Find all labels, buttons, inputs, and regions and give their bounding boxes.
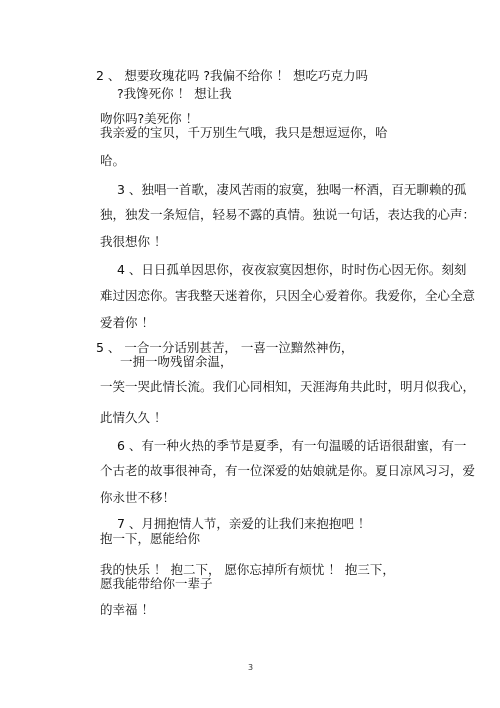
text-line: 我很想你 ！ bbox=[100, 234, 167, 249]
text-line: 个古老的故事很神奇，有一位深爱的姑娘就是你。夏日凉风习习，爱 bbox=[100, 463, 476, 478]
text-line: 我亲爱的宝贝，千万别生气哦，我只是想逗逗你，哈 bbox=[100, 125, 388, 140]
text-line: 7 、月拥抱情人节，亲爱的让我们来抱抱吧 ！ bbox=[117, 516, 371, 531]
text-line: 你永世不移！ bbox=[100, 490, 176, 505]
text-line: 一笑一哭此情长流。我们心同相知，天涯海角共此时，明月似我心， bbox=[100, 379, 476, 394]
text-line: 吻你吗?美死你 ！ bbox=[100, 111, 199, 126]
text-line: 抱一下，愿能给你 bbox=[100, 531, 201, 546]
text-line: 2 、 想要玫瑰花吗 ?我偏不给你 ！ 想吃巧克力吗 bbox=[96, 68, 368, 83]
text-line: ?我馋死你 ！ 想让我 bbox=[117, 86, 232, 101]
text-line: 哈。 bbox=[100, 153, 126, 168]
text-line: 独，独发一条短信，轻易不露的真情。独说一句话，表达我的心声： bbox=[100, 207, 476, 222]
text-line: 此情久久 ！ bbox=[100, 410, 167, 425]
text-line: 爱着你 ！ bbox=[100, 315, 154, 330]
page-number: 3 bbox=[248, 663, 254, 672]
text-line: 难过因恋你。害我整天迷着你，只因全心爱着你。我爱你，全心全意 bbox=[100, 288, 476, 303]
text-line: 愿我能带给你一辈子 bbox=[100, 576, 213, 591]
text-line: 3 、独唱一首歌，凄风苦雨的寂寞，独喝一杯酒，百无聊赖的孤 bbox=[117, 182, 467, 197]
text-line: 5 、 一合一分话别甚苦， 一喜一泣黯然神伤， bbox=[96, 340, 354, 355]
text-line: 一拥一吻残留余温， bbox=[120, 354, 233, 369]
text-line: 的幸福 ！ bbox=[100, 602, 154, 617]
text-line: 4 、日日孤单因思你，夜夜寂寞因想你，时时伤心因无你。刻刻 bbox=[117, 262, 467, 277]
text-line: 6 、有一种火热的季节是夏季，有一句温暖的话语很甜蜜，有一 bbox=[117, 438, 467, 453]
text-line: 我的快乐 ！ 抱二下， 愿你忘掉所有烦忧 ！ 抱三下， bbox=[100, 562, 395, 577]
